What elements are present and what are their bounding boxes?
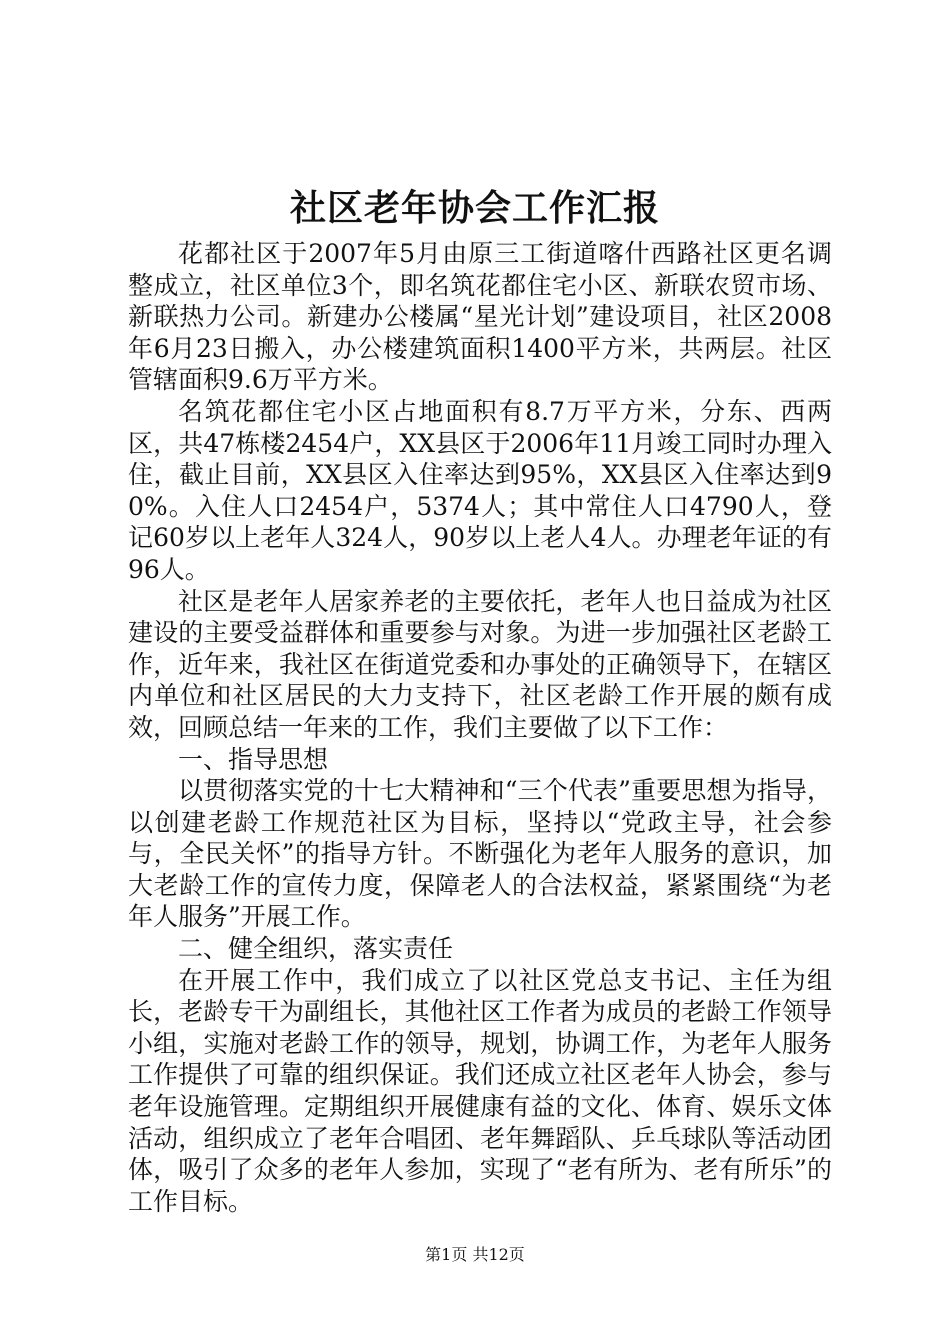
- paragraph-overview: 社区是老年人居家养老的主要依托，老年人也日益成为社区建设的主要受益群体和重要参与对象。为进一步加强社区老龄工作，近年来，我社区在街道党委和办事处的正确领导下，在辖区内单位和社区居民的大力支持下，社区老龄工作开展的颇有成效，回顾总结一年来的工作，我们主要做了以下工作：: [128, 586, 832, 742]
- document-body: [128, 238, 832, 1217]
- page-number-footer: 第1页 共12页: [425, 1245, 525, 1264]
- section-heading-guiding-thought: 一、指导思想: [178, 744, 329, 774]
- paragraph-guiding-thought: 以贯彻落实党的十七大精神和“三个代表”重要思想为指导，以创建老龄工作规范社区为目标，坚持以“党政主导，社会参与，全民关怀”的指导方针。不断强化为老年人服务的意识，加大老龄工作的宣传力度，保障老人的合法权益，紧紧围绕“为老年人服务”开展工作。: [128, 776, 832, 932]
- paragraph-residential: 名筑花都住宅小区占地面积有8.7万平方米，分东、西两区，共47栋楼2454户，XX县区于2006年11月竣工同时办理入住，截止目前，XX县区入住率达到95%，XX县区入住率达到90%。入住人口2454户，5374人；其中常住人口4790人，登记60岁以上老年人324人，90岁以上老人4人。办理老年证的有96人。: [128, 396, 832, 584]
- paragraph-organization: 在开展工作中，我们成立了以社区党总支书记、主任为组长，老龄专干为副组长，其他社区工作者为成员的老龄工作领导小组，实施对老龄工作的领导，规划，协调工作，为老年人服务工作提供了可靠的组织保证。我们还成立社区老年人协会，参与老年设施管理。定期组织开展健康有益的文化、体育、娱乐文体活动，组织成立了老年合唱团、老年舞蹈队、乒乓球队等活动团体，吸引了众多的老年人参加，实现了“老有所为、老有所乐”的工作目标。: [128, 965, 832, 1216]
- document-title: 社区老年协会工作汇报: [289, 187, 660, 229]
- paragraph-intro: 花都社区于2007年5月由原三工街道喀什西路社区更名调整成立，社区单位3个，即名筑花都住宅小区、新联农贸市场、新联热力公司。新建办公楼属“星光计划”建设项目，社区2008年6月23日搬入，办公楼建筑面积1400平方米，共两层。社区管辖面积9.6万平方米。: [128, 239, 832, 395]
- section-heading-organization: 二、健全组织，落实责任: [178, 934, 454, 964]
